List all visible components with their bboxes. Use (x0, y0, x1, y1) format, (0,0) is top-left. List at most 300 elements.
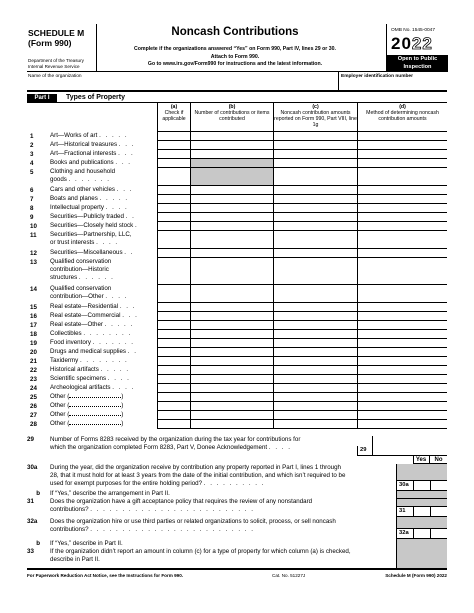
line29-text (50, 436, 370, 452)
part1-tag: Part I (27, 94, 57, 102)
column-a-checkbox[interactable] (157, 294, 190, 303)
column-b-label: Number of contributions or items contributed (194, 110, 270, 122)
line-number: 22 (30, 367, 37, 374)
column-d-input[interactable] (357, 150, 447, 159)
property-label-text: contribution—Other (50, 293, 104, 300)
line32a-no-box[interactable] (430, 528, 447, 538)
property-label (50, 321, 155, 329)
column-c-input[interactable] (273, 276, 357, 285)
cell-spacer (357, 231, 447, 240)
column-b-input[interactable] (190, 213, 273, 222)
cell-spacer (190, 168, 273, 177)
column-b-input[interactable] (190, 204, 273, 213)
column-d-input[interactable] (357, 321, 447, 330)
property-label-text: Books and publications (50, 159, 114, 166)
property-label (50, 249, 155, 257)
leader-dots: . . . . . (100, 366, 130, 373)
property-label-line (50, 375, 155, 383)
column-a-letter: (a) (170, 104, 178, 110)
column-a-checkbox[interactable] (157, 213, 190, 222)
column-a-checkbox[interactable] (157, 276, 190, 285)
column-c-input[interactable] (273, 294, 357, 303)
leader-dots: . . . (122, 312, 139, 319)
column-b-input[interactable] (190, 366, 273, 375)
line30a-text (50, 464, 390, 488)
column-c-letter: (c) (312, 104, 319, 110)
header-center (97, 24, 373, 72)
column-c-input[interactable] (273, 159, 357, 168)
column-b-input[interactable] (190, 411, 273, 420)
property-label-text: or trust interests (50, 239, 95, 246)
column-a-checkbox[interactable] (157, 303, 190, 312)
property-label-text: Art—Historical treasures (50, 141, 118, 148)
property-label-line (50, 402, 155, 410)
property-label (50, 285, 155, 301)
column-c-input[interactable] (273, 375, 357, 384)
column-c-input[interactable] (273, 330, 357, 339)
line32a-box-label: 32a (396, 528, 413, 538)
schedule-name: SCHEDULE M (28, 28, 85, 38)
column-a-checkbox[interactable] (157, 132, 190, 141)
property-label-text: Other ( (50, 420, 70, 427)
leader-dots: . . . . (107, 375, 131, 382)
line30a-text3-main: used for exempt purposes for the entire holding period? (50, 480, 203, 487)
line-number: 3 (30, 151, 34, 158)
leader-dots: . . . . . (99, 195, 129, 202)
column-c-input[interactable] (273, 393, 357, 402)
column-c-input[interactable] (273, 366, 357, 375)
property-label-text: Taxidermy (50, 357, 79, 364)
property-label (50, 231, 155, 247)
property-label-text: Qualified conservation (50, 258, 112, 265)
line31-text1: Does the organization have a gift acceptance policy that requires the review of any nonstandard (50, 498, 313, 505)
column-d-input[interactable] (357, 420, 447, 429)
column-c-input[interactable] (273, 213, 357, 222)
column-b-input[interactable] (190, 141, 273, 150)
column-b-input[interactable] (190, 321, 273, 330)
property-label-line (50, 339, 155, 347)
line31-no-box[interactable] (430, 506, 447, 516)
column-a-checkbox[interactable] (157, 222, 190, 231)
leader-dots: . . . . . (99, 132, 129, 139)
property-label-line (50, 204, 155, 212)
leader-dots: . . . . . . . . (83, 330, 132, 337)
property-label-line (50, 150, 155, 158)
column-c-input[interactable] (273, 150, 357, 159)
column-b-input[interactable] (190, 384, 273, 393)
column-b-input[interactable] (190, 132, 273, 141)
column-d-input[interactable] (357, 159, 447, 168)
property-label (50, 213, 155, 221)
leader-dots: . . . . . . (78, 274, 115, 281)
form-footer (27, 568, 447, 578)
instruction-line1: Complete if the organizations answered “Yes” on Form 990, Part IV, lines 29 or 30. (134, 46, 336, 52)
property-label-line (50, 393, 155, 401)
ein-label: Employer identification number (341, 74, 413, 79)
property-label-line (50, 249, 155, 257)
column-d-input[interactable] (357, 240, 447, 249)
property-label-text: Art—Fractional interests (50, 150, 117, 157)
property-label-text: Collectibles (50, 330, 82, 337)
line30a-text1: During the year, did the organization receive by contribution any property reported in Part I, lines 1 through (50, 464, 341, 471)
property-label-text: goods (50, 176, 67, 183)
property-label-line (50, 321, 155, 329)
schedule-title (28, 28, 84, 48)
column-d-input[interactable] (357, 312, 447, 321)
column-b-input[interactable] (190, 249, 273, 258)
column-b-input[interactable] (190, 303, 273, 312)
close-paren: ) (121, 393, 124, 400)
property-label (50, 150, 155, 158)
line30a-yes-box[interactable] (413, 480, 430, 490)
year-outline: 22 (411, 34, 433, 53)
column-c-input[interactable] (273, 348, 357, 357)
line-number: 8 (30, 205, 34, 212)
column-d-input[interactable] (357, 402, 447, 411)
column-a-checkbox[interactable] (157, 321, 190, 330)
property-label (50, 132, 155, 140)
line32a-yes-box[interactable] (413, 528, 430, 538)
property-label (50, 195, 155, 203)
line29-dots: . . . . (268, 444, 292, 451)
property-label-line (50, 312, 155, 320)
column-c-input[interactable] (273, 339, 357, 348)
column-b-letter: (b) (228, 104, 236, 110)
part1-title: Types of Property (66, 94, 125, 101)
column-a-checkbox[interactable] (157, 150, 190, 159)
property-label-text: structures (50, 274, 78, 281)
line29-text1: Number of Forms 8283 received by the organization during the tax year for contributions for (50, 436, 301, 443)
column-c-input[interactable] (273, 186, 357, 195)
line-number: 2 (30, 142, 34, 149)
column-d-input[interactable] (357, 303, 447, 312)
column-a-checkbox[interactable] (157, 195, 190, 204)
leader-dots: . . . (118, 141, 135, 148)
property-label-line (50, 420, 155, 428)
property-label-text: Securities—Publicly traded (50, 213, 124, 220)
leader-dots: . . . . . . . (68, 176, 111, 183)
cell-spacer (157, 285, 190, 294)
line-number: 10 (30, 223, 37, 230)
property-label (50, 186, 155, 194)
property-label-text: Other ( (50, 411, 70, 418)
line-number: 16 (30, 313, 37, 320)
column-a-checkbox[interactable] (157, 393, 190, 402)
column-c-input[interactable] (273, 312, 357, 321)
footer-cat-number: Cat. No. 51227J (272, 573, 306, 578)
column-b-input[interactable] (190, 330, 273, 339)
part1-header (27, 94, 447, 103)
cell-spacer (357, 258, 447, 276)
line29-input[interactable] (372, 436, 447, 456)
property-label-text: Drugs and medical supplies (50, 348, 127, 355)
column-c-input[interactable] (273, 141, 357, 150)
line32a-shade (396, 516, 447, 528)
column-b-input[interactable] (190, 222, 273, 231)
property-label (50, 357, 155, 365)
instruction-line2: Attach to Form 990. (210, 53, 260, 60)
close-paren: ) (121, 411, 124, 418)
cell-spacer (273, 285, 357, 294)
column-b-input[interactable] (190, 195, 273, 204)
column-c-header (273, 103, 357, 132)
column-a-checkbox[interactable] (157, 420, 190, 429)
line-number: 19 (30, 340, 37, 347)
ein-field[interactable] (338, 72, 447, 90)
leader-dots: . . . (115, 159, 132, 166)
column-a-checkbox[interactable] (157, 366, 190, 375)
dept-line2: Internal Revenue Service (28, 64, 80, 69)
column-b-header (190, 103, 273, 132)
column-c-input[interactable] (273, 240, 357, 249)
column-d-letter: (d) (399, 104, 406, 110)
dept-line1: Department of the Treasury (28, 58, 84, 63)
line-number: 18 (30, 331, 37, 338)
line32a-text2 (50, 526, 390, 534)
line30a-number: 30a (27, 464, 38, 471)
column-a-checkbox[interactable] (157, 204, 190, 213)
line-number: 13 (30, 259, 37, 266)
cell-spacer (273, 231, 357, 240)
close-paren: ) (121, 420, 124, 427)
cell-spacer (157, 168, 190, 177)
column-d-input[interactable] (357, 348, 447, 357)
column-d-input[interactable] (357, 294, 447, 303)
column-c-input[interactable] (273, 384, 357, 393)
column-c-input[interactable] (273, 204, 357, 213)
column-d-input[interactable] (357, 204, 447, 213)
property-label (50, 393, 155, 401)
column-c-input[interactable] (273, 132, 357, 141)
column-d-input[interactable] (357, 249, 447, 258)
column-d-label: Method of determining noncash contribution amounts (366, 110, 439, 122)
cell-spacer (190, 258, 273, 276)
column-a-checkbox[interactable] (157, 357, 190, 366)
column-c-input[interactable] (273, 402, 357, 411)
cell-spacer (190, 231, 273, 240)
line32a-text1: Does the organization hire or use third parties or related organizations to solicit, process, or sell noncash (50, 518, 336, 525)
line32b-text: If “Yes,” describe in Part II. (50, 540, 123, 547)
line32a-number: 32a (27, 518, 38, 525)
property-label-line (50, 411, 155, 419)
leader-dots: . . (127, 348, 138, 355)
column-b-input[interactable] (190, 294, 273, 303)
close-paren: ) (121, 402, 124, 409)
property-label-text: Real estate—Other (50, 321, 103, 328)
property-label (50, 303, 155, 311)
line-number: 4 (30, 160, 34, 167)
property-label-line (50, 141, 155, 149)
column-a-checkbox[interactable] (157, 159, 190, 168)
property-label (50, 168, 155, 184)
other-description-input[interactable] (69, 415, 121, 416)
property-label-line (50, 213, 155, 221)
cell-spacer (357, 285, 447, 294)
column-c-input[interactable] (273, 249, 357, 258)
leader-dots: . . . . (105, 204, 129, 211)
property-label-text: Securities—Miscellaneous (50, 249, 123, 256)
header-left (27, 24, 97, 72)
column-a-checkbox[interactable] (157, 339, 190, 348)
column-a-checkbox[interactable] (157, 141, 190, 150)
column-d-input[interactable] (357, 393, 447, 402)
column-d-input[interactable] (357, 132, 447, 141)
open-to-public-badge (387, 55, 448, 72)
column-a-checkbox[interactable] (157, 402, 190, 411)
property-label-line (50, 366, 155, 374)
column-b-input[interactable] (190, 240, 273, 249)
column-a-checkbox[interactable] (157, 240, 190, 249)
other-description-input[interactable] (69, 424, 121, 425)
column-a-checkbox[interactable] (157, 186, 190, 195)
header-right (386, 24, 447, 72)
column-d-input[interactable] (357, 330, 447, 339)
property-label-line (50, 239, 155, 247)
column-b-input[interactable] (190, 348, 273, 357)
column-c-input[interactable] (273, 303, 357, 312)
column-d-input[interactable] (357, 357, 447, 366)
property-label-line (50, 159, 155, 167)
property-label-text: Other ( (50, 402, 70, 409)
leader-dots: . . . . (112, 384, 135, 391)
line-number: 5 (30, 169, 34, 176)
line31-box-label: 31 (396, 506, 413, 516)
property-label-text: Historical artifacts (50, 366, 99, 373)
column-b-input[interactable] (190, 402, 273, 411)
column-b-input[interactable] (190, 186, 273, 195)
column-b-input[interactable] (190, 150, 273, 159)
property-label (50, 366, 155, 374)
line33-number: 33 (27, 548, 34, 555)
column-d-input[interactable] (357, 186, 447, 195)
column-d-input[interactable] (357, 141, 447, 150)
property-label (50, 330, 155, 338)
column-c-input[interactable] (273, 411, 357, 420)
leader-dots: . . (125, 213, 136, 220)
property-label (50, 141, 155, 149)
line33-text1: If the organization didn’t report an amount in column (c) for a type of property for which column (a) is checked, (50, 548, 351, 555)
leader-dots: . . . . . (104, 321, 134, 328)
property-label-text: Scientific specimens (50, 375, 107, 382)
leader-dots: . . . (118, 150, 135, 157)
property-label-line (50, 195, 155, 203)
column-d-input[interactable] (357, 213, 447, 222)
column-d-input[interactable] (357, 276, 447, 285)
line30a-text2: 28, that it must hold for at least 3 years from the date of the initial contribution, and which isn’t required to be (50, 472, 346, 479)
property-label (50, 312, 155, 320)
department (28, 58, 84, 70)
leader-dots: . (134, 222, 139, 229)
property-label (50, 384, 155, 392)
column-b-input[interactable] (190, 312, 273, 321)
leader-dots: . . (124, 249, 134, 256)
column-b-input[interactable] (190, 276, 273, 285)
column-c-input[interactable] (273, 357, 357, 366)
column-a-checkbox[interactable] (157, 249, 190, 258)
footer-paperwork-notice: For Paperwork Reduction Act Notice, see the Instructions for Form 990. (27, 573, 184, 578)
line-number: 11 (30, 232, 37, 239)
property-label-text: Archeological artifacts (50, 384, 111, 391)
line32b-number: b (36, 540, 40, 547)
column-c-input[interactable] (273, 420, 357, 429)
column-d-input[interactable] (357, 339, 447, 348)
property-label-text: Qualified conservation (50, 285, 112, 292)
column-a-checkbox[interactable] (157, 330, 190, 339)
column-a-checkbox[interactable] (157, 312, 190, 321)
line-number: 28 (30, 421, 37, 428)
leader-dots: . . . . . . . . (79, 357, 129, 364)
column-d-input[interactable] (357, 366, 447, 375)
form-header (27, 24, 447, 72)
column-c-input[interactable] (273, 195, 357, 204)
property-label-text: Other ( (50, 393, 70, 400)
line-number: 12 (30, 250, 37, 257)
column-c-input[interactable] (273, 222, 357, 231)
line29-text2 (50, 444, 370, 452)
column-a-checkbox[interactable] (157, 375, 190, 384)
property-label (50, 420, 155, 428)
property-label-text: Real estate—Residential (50, 303, 119, 310)
column-d-input[interactable] (357, 177, 447, 186)
omb-number: OMB No. 1545-0047 (391, 28, 435, 33)
org-name-label: Name of the organization (28, 74, 82, 79)
year-solid: 20 (391, 34, 412, 53)
column-c-input[interactable] (273, 177, 357, 186)
column-b-input[interactable] (190, 393, 273, 402)
open-line2: Inspection (403, 63, 432, 70)
column-d-input[interactable] (357, 222, 447, 231)
line30a-no-box[interactable] (430, 480, 447, 490)
property-label (50, 411, 155, 419)
line-number: 20 (30, 349, 37, 356)
column-b-input[interactable] (190, 339, 273, 348)
column-d-input[interactable] (357, 411, 447, 420)
cell-spacer (273, 258, 357, 276)
other-description-input[interactable] (69, 406, 121, 407)
line31-number: 31 (27, 498, 34, 505)
property-label-line (50, 176, 155, 184)
column-d-input[interactable] (357, 195, 447, 204)
line30b-text: If “Yes,” describe the arrangement in Part II. (50, 490, 170, 497)
property-label-line (50, 330, 155, 338)
column-b-input[interactable] (190, 375, 273, 384)
column-a-checkbox[interactable] (157, 348, 190, 357)
column-c-label: Noncash contribution amounts reported on Form 990, Part VIII, line 1g (274, 110, 357, 128)
other-description-input[interactable] (69, 397, 121, 398)
column-b-input[interactable] (190, 357, 273, 366)
column-a-checkbox[interactable] (157, 411, 190, 420)
column-d-input[interactable] (357, 375, 447, 384)
column-a-checkbox[interactable] (157, 384, 190, 393)
column-a-checkbox[interactable] (157, 177, 190, 186)
line31-yes-box[interactable] (413, 506, 430, 516)
column-b-input[interactable] (190, 420, 273, 429)
line30a-box-label: 30a (396, 480, 413, 490)
column-c-input[interactable] (273, 321, 357, 330)
leader-dots: . . . . (96, 239, 119, 246)
open-line1: Open to Public (397, 56, 438, 62)
line30a-shade (396, 464, 447, 480)
leader-dots: . . . . . . . (92, 339, 135, 346)
column-d-input[interactable] (357, 384, 447, 393)
property-label (50, 348, 155, 356)
line31-text2-main: contributions? (50, 506, 89, 513)
line33-text (50, 548, 390, 564)
yes-header: Yes (413, 456, 430, 464)
property-label (50, 204, 155, 212)
property-label-text: Clothing and household (50, 168, 116, 175)
line31-text (50, 498, 390, 514)
